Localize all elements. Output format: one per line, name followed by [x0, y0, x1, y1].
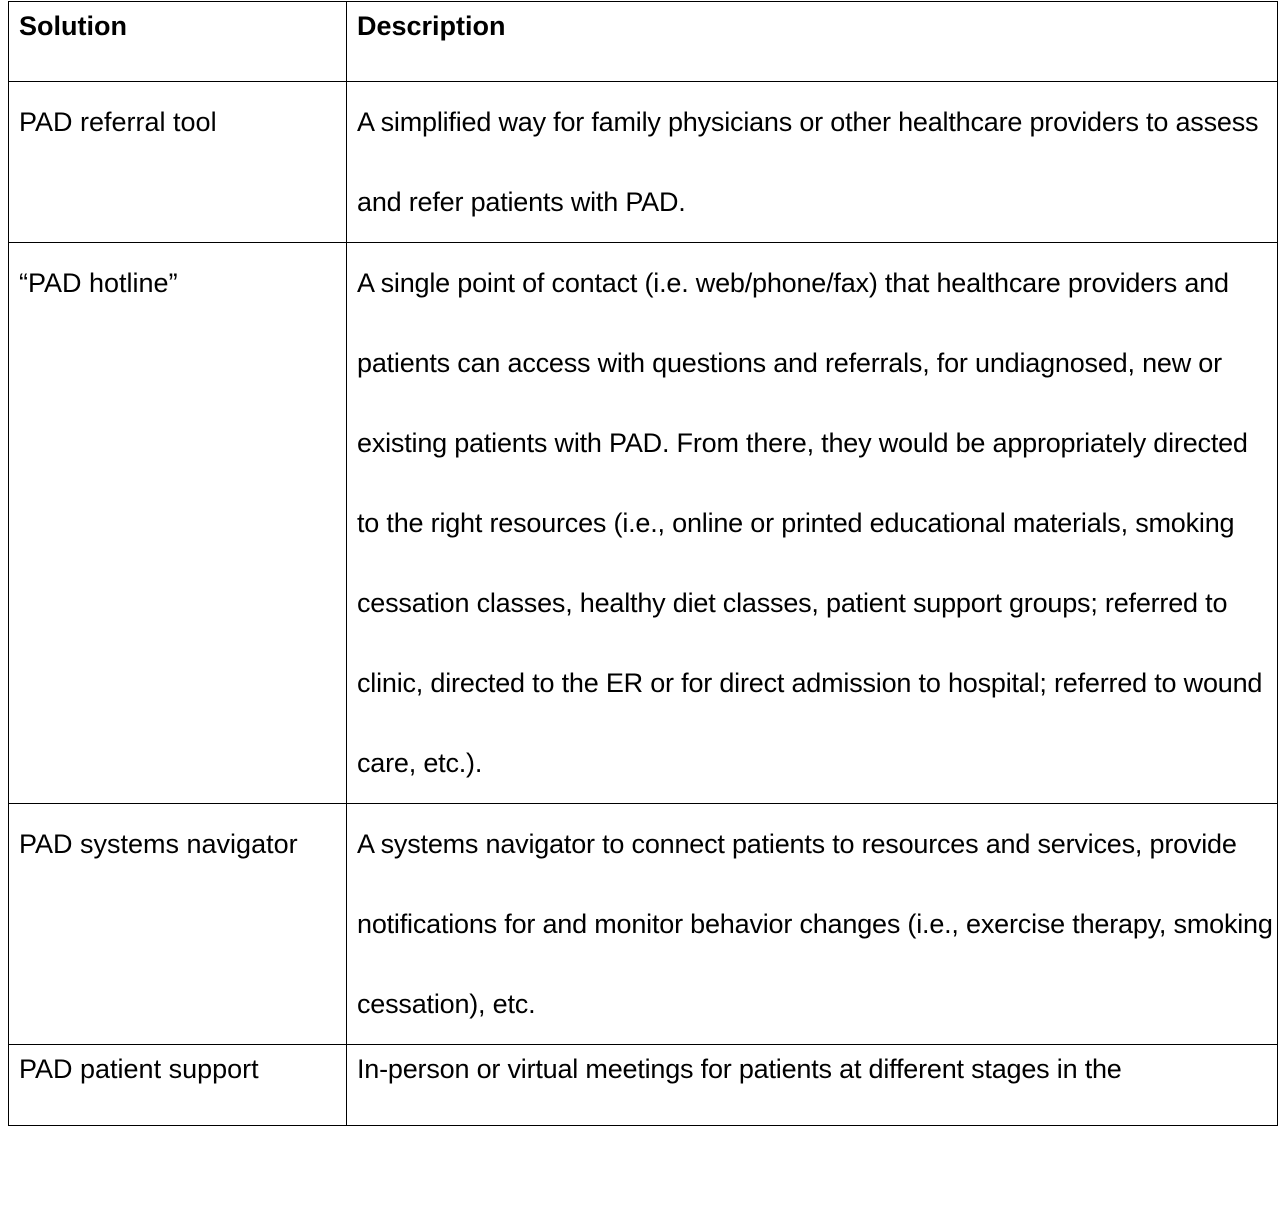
description-cell: A simplified way for family physicians or other healthcare providers to assess and refer patients with PAD. [347, 82, 1278, 243]
column-header-solution: Solution [9, 2, 347, 82]
table-header-row [9, 2, 1278, 82]
table-row [9, 243, 1278, 804]
solution-cell: PAD systems navigator [9, 804, 347, 1045]
table-row [9, 1045, 1278, 1126]
solution-cell: PAD referral tool [9, 82, 347, 243]
description-cell: A systems navigator to connect patients to resources and services, provide notifications for and monitor behavior changes (i.e., exercise therapy, smoking cessation), etc. [347, 804, 1278, 1045]
table-row [9, 82, 1278, 243]
solution-cell: “PAD hotline” [9, 243, 347, 804]
column-header-description: Description [347, 2, 1278, 82]
table-row [9, 804, 1278, 1045]
description-cell: A single point of contact (i.e. web/phone/fax) that healthcare providers and patients can access with questions and referrals, for undiagnosed, new or existing patients with PAD. From there, they would be appropriately directed to the right resources (i.e., online or printed educational materials, smoking cessation classes, healthy diet classes, patient support groups; referred to clinic, directed to the ER or for direct admission to hospital; referred to wound care, etc.). [347, 243, 1278, 804]
solution-cell: PAD patient support [9, 1045, 347, 1126]
description-cell: In-person or virtual meetings for patients at different stages in the [347, 1045, 1278, 1126]
solutions-table [8, 1, 1278, 1126]
